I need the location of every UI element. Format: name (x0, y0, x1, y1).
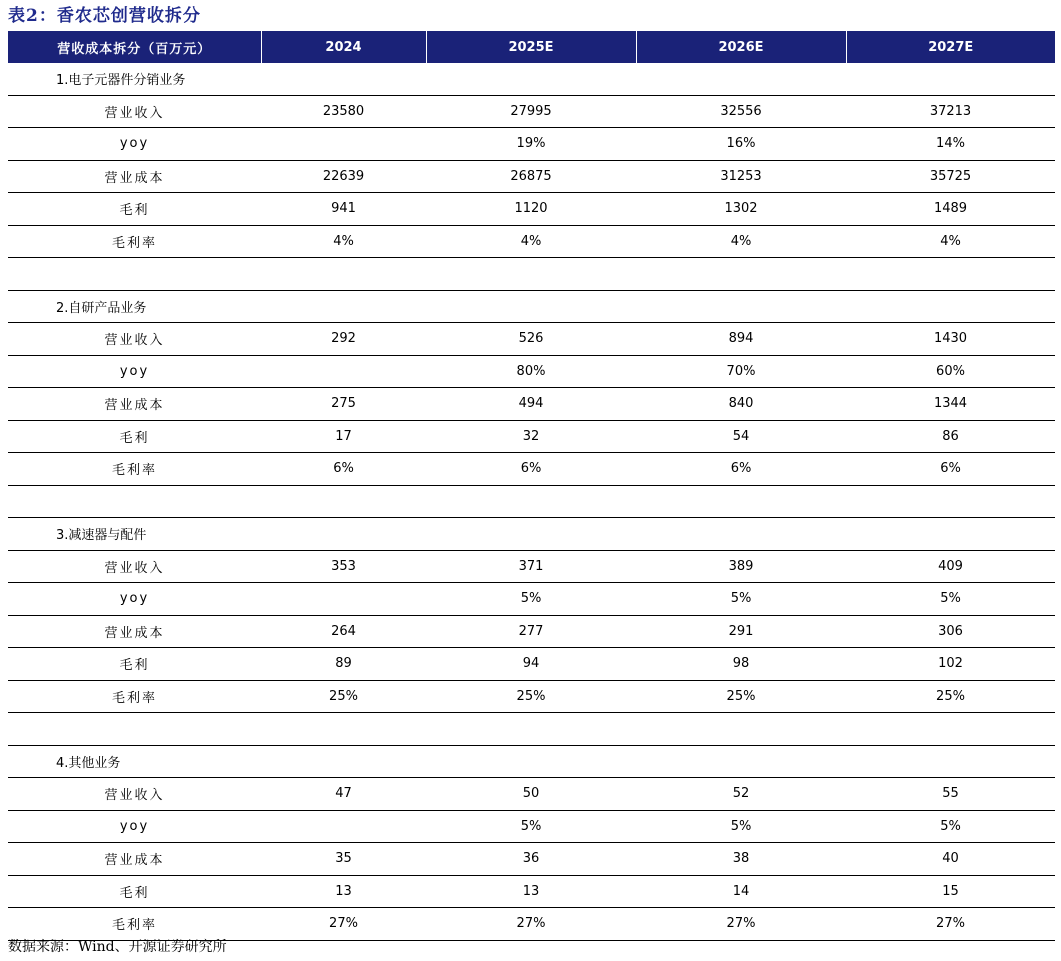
revenue-breakdown-table (8, 31, 1055, 941)
value-cell: 14 (636, 875, 846, 908)
table-title: 表2：香农芯创营收拆分 (8, 6, 201, 26)
table-row (8, 323, 1055, 356)
header-cell-2026e: 2026E (636, 31, 846, 63)
value-cell: 275 (261, 388, 426, 421)
table-row (8, 550, 1055, 583)
value-cell: 40 (846, 843, 1055, 876)
value-cell: 25% (261, 680, 426, 713)
section-row (8, 290, 1055, 323)
value-cell: 54 (636, 420, 846, 453)
empty-cell (636, 518, 846, 551)
row-label: 毛利率 (8, 908, 261, 941)
row-label: 毛利 (8, 875, 261, 908)
value-cell: 35 (261, 843, 426, 876)
value-cell: 1302 (636, 193, 846, 226)
value-cell: 353 (261, 550, 426, 583)
spacer-row (8, 485, 1055, 518)
table-row (8, 778, 1055, 811)
value-cell: 292 (261, 323, 426, 356)
table-row (8, 355, 1055, 388)
value-cell: 494 (426, 388, 636, 421)
empty-cell (426, 258, 636, 291)
empty-cell (846, 63, 1055, 95)
value-cell: 4% (261, 225, 426, 258)
value-cell: 50 (426, 778, 636, 811)
value-cell (261, 583, 426, 616)
value-cell: 32556 (636, 95, 846, 128)
value-cell: 94 (426, 648, 636, 681)
value-cell: 264 (261, 615, 426, 648)
value-cell: 32 (426, 420, 636, 453)
row-label: 营业成本 (8, 615, 261, 648)
value-cell: 291 (636, 615, 846, 648)
row-label: 毛利 (8, 648, 261, 681)
section-row (8, 518, 1055, 551)
table-row (8, 420, 1055, 453)
empty-cell (426, 485, 636, 518)
value-cell: 17 (261, 420, 426, 453)
value-cell: 27995 (426, 95, 636, 128)
value-cell: 4% (636, 225, 846, 258)
empty-cell (636, 713, 846, 746)
empty-cell (261, 258, 426, 291)
table-row (8, 453, 1055, 486)
row-label: yoy (8, 128, 261, 161)
table-row (8, 388, 1055, 421)
empty-cell (8, 713, 261, 746)
section-label: 1.电子元器件分销业务 (8, 63, 261, 95)
value-cell: 1120 (426, 193, 636, 226)
row-label: 毛利率 (8, 225, 261, 258)
empty-cell (426, 745, 636, 778)
value-cell: 14% (846, 128, 1055, 161)
value-cell: 941 (261, 193, 426, 226)
value-cell: 894 (636, 323, 846, 356)
value-cell: 98 (636, 648, 846, 681)
value-cell: 16% (636, 128, 846, 161)
header-cell-2027e: 2027E (846, 31, 1055, 63)
header-cell-2025e: 2025E (426, 31, 636, 63)
value-cell: 1489 (846, 193, 1055, 226)
value-cell: 55 (846, 778, 1055, 811)
value-cell: 277 (426, 615, 636, 648)
empty-cell (846, 258, 1055, 291)
value-cell: 89 (261, 648, 426, 681)
value-cell: 27% (846, 908, 1055, 941)
empty-cell (8, 485, 261, 518)
value-cell: 38 (636, 843, 846, 876)
table-row (8, 648, 1055, 681)
empty-cell (846, 518, 1055, 551)
empty-cell (261, 713, 426, 746)
value-cell: 25% (426, 680, 636, 713)
value-cell: 409 (846, 550, 1055, 583)
table-row (8, 680, 1055, 713)
value-cell: 25% (636, 680, 846, 713)
spacer-row (8, 713, 1055, 746)
row-label: yoy (8, 355, 261, 388)
value-cell: 5% (846, 810, 1055, 843)
row-label: 毛利率 (8, 453, 261, 486)
empty-cell (846, 745, 1055, 778)
row-label: 营业成本 (8, 843, 261, 876)
table-row (8, 225, 1055, 258)
value-cell: 13 (261, 875, 426, 908)
value-cell: 6% (846, 453, 1055, 486)
table-body (8, 63, 1055, 940)
empty-cell (636, 63, 846, 95)
value-cell: 31253 (636, 160, 846, 193)
row-label: 营业收入 (8, 778, 261, 811)
empty-cell (846, 713, 1055, 746)
value-cell: 5% (846, 583, 1055, 616)
value-cell (261, 355, 426, 388)
empty-cell (261, 745, 426, 778)
row-label: 营业收入 (8, 550, 261, 583)
source-note: 数据来源：Wind、开源证券研究所 (8, 939, 227, 955)
table-row (8, 128, 1055, 161)
value-cell: 80% (426, 355, 636, 388)
value-cell: 47 (261, 778, 426, 811)
value-cell: 86 (846, 420, 1055, 453)
value-cell: 23580 (261, 95, 426, 128)
empty-cell (8, 258, 261, 291)
header-cell-2024: 2024 (261, 31, 426, 63)
value-cell: 27% (426, 908, 636, 941)
value-cell: 19% (426, 128, 636, 161)
section-label: 3.减速器与配件 (8, 518, 261, 551)
section-row (8, 63, 1055, 95)
value-cell: 35725 (846, 160, 1055, 193)
value-cell: 4% (426, 225, 636, 258)
value-cell: 22639 (261, 160, 426, 193)
empty-cell (846, 290, 1055, 323)
table-row (8, 810, 1055, 843)
value-cell: 6% (636, 453, 846, 486)
empty-cell (426, 518, 636, 551)
table-row (8, 875, 1055, 908)
empty-cell (261, 485, 426, 518)
value-cell: 5% (426, 810, 636, 843)
empty-cell (846, 485, 1055, 518)
value-cell: 15 (846, 875, 1055, 908)
value-cell: 27% (636, 908, 846, 941)
row-label: yoy (8, 810, 261, 843)
section-row (8, 745, 1055, 778)
empty-cell (636, 290, 846, 323)
value-cell: 37213 (846, 95, 1055, 128)
value-cell: 5% (636, 583, 846, 616)
empty-cell (426, 290, 636, 323)
table-row (8, 193, 1055, 226)
row-label: 营业收入 (8, 95, 261, 128)
value-cell: 840 (636, 388, 846, 421)
value-cell (261, 128, 426, 161)
empty-cell (426, 63, 636, 95)
empty-cell (636, 258, 846, 291)
empty-cell (261, 63, 426, 95)
row-label: 营业成本 (8, 388, 261, 421)
value-cell: 26875 (426, 160, 636, 193)
row-label: 营业收入 (8, 323, 261, 356)
value-cell: 6% (426, 453, 636, 486)
table-row (8, 583, 1055, 616)
empty-cell (636, 745, 846, 778)
value-cell: 36 (426, 843, 636, 876)
value-cell: 52 (636, 778, 846, 811)
value-cell: 371 (426, 550, 636, 583)
value-cell: 1430 (846, 323, 1055, 356)
table-row (8, 160, 1055, 193)
value-cell: 1344 (846, 388, 1055, 421)
value-cell: 5% (426, 583, 636, 616)
value-cell: 6% (261, 453, 426, 486)
empty-cell (426, 713, 636, 746)
value-cell: 102 (846, 648, 1055, 681)
table-header-row (8, 31, 1055, 63)
value-cell: 60% (846, 355, 1055, 388)
value-cell: 27% (261, 908, 426, 941)
value-cell: 4% (846, 225, 1055, 258)
row-label: 毛利 (8, 420, 261, 453)
table-row (8, 615, 1055, 648)
row-label: yoy (8, 583, 261, 616)
spacer-row (8, 258, 1055, 291)
header-cell-category: 营收成本拆分（百万元） (8, 31, 261, 63)
section-label: 4.其他业务 (8, 745, 261, 778)
row-label: 毛利 (8, 193, 261, 226)
empty-cell (261, 518, 426, 551)
row-label: 毛利率 (8, 680, 261, 713)
row-label: 营业成本 (8, 160, 261, 193)
empty-cell (261, 290, 426, 323)
value-cell: 5% (636, 810, 846, 843)
value-cell: 13 (426, 875, 636, 908)
value-cell: 70% (636, 355, 846, 388)
value-cell: 389 (636, 550, 846, 583)
value-cell: 526 (426, 323, 636, 356)
value-cell (261, 810, 426, 843)
empty-cell (636, 485, 846, 518)
section-label: 2.自研产品业务 (8, 290, 261, 323)
value-cell: 306 (846, 615, 1055, 648)
table-row (8, 95, 1055, 128)
table-row (8, 843, 1055, 876)
value-cell: 25% (846, 680, 1055, 713)
